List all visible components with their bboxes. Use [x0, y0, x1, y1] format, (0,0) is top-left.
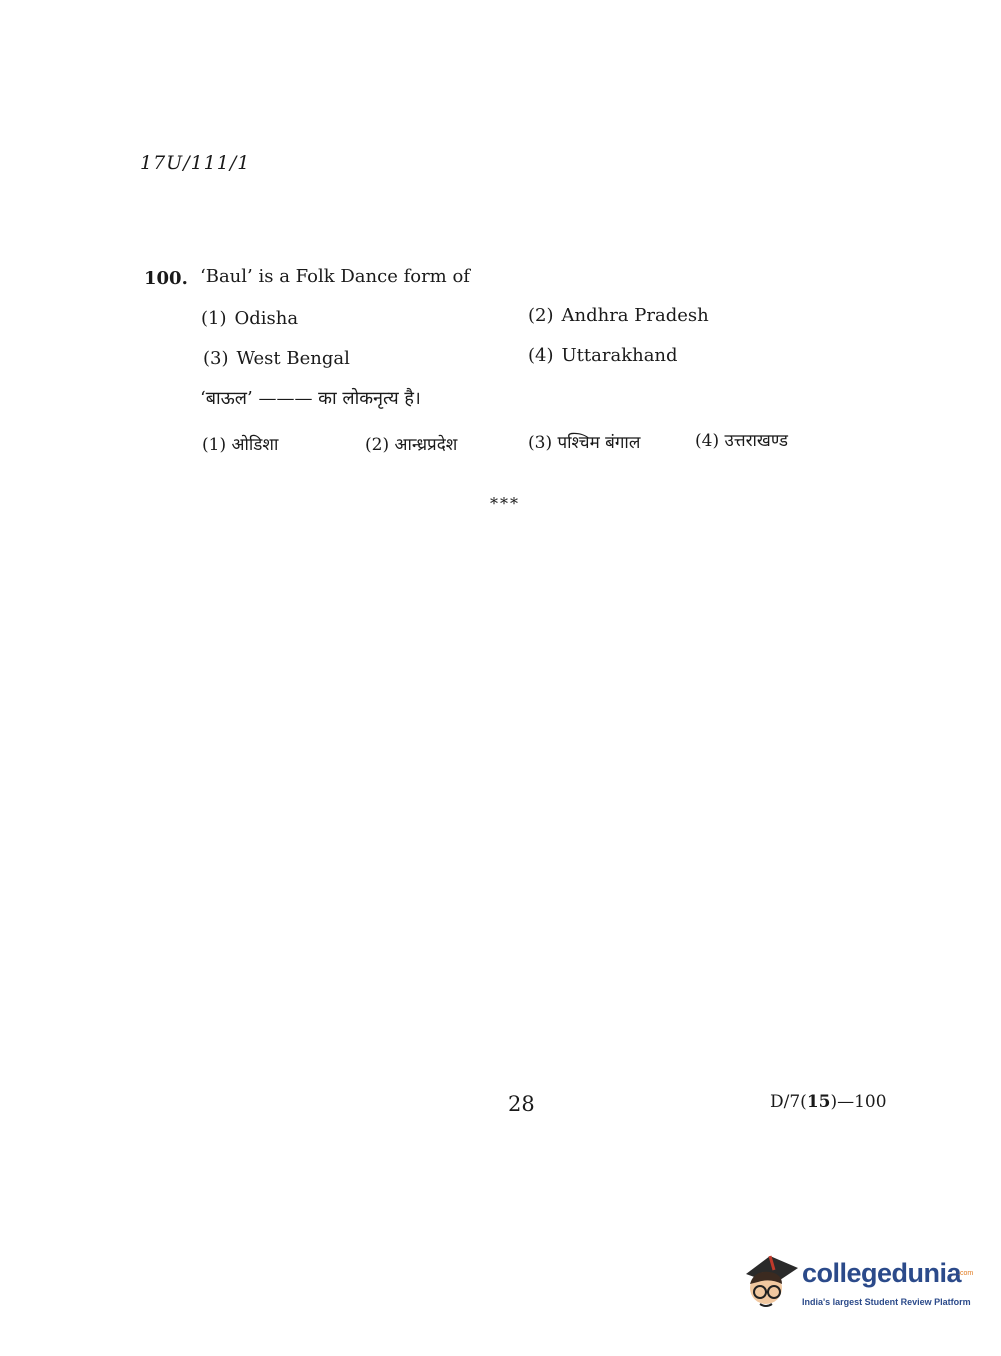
- option-2: [528, 305, 709, 326]
- option-text: पश्चिम बंगाल: [557, 433, 641, 453]
- option-number: (3): [528, 433, 553, 453]
- option-4: [528, 345, 678, 366]
- logo-tagline: India's largest Student Review Platform: [802, 1297, 971, 1307]
- print-code-prefix: D/7(: [770, 1092, 807, 1112]
- option-3: [203, 348, 350, 369]
- hindi-option-2: [365, 432, 457, 455]
- page-number: 28: [508, 1092, 535, 1116]
- option-text: Andhra Pradesh: [561, 305, 709, 326]
- paper-code: 17U/111/1: [140, 152, 251, 174]
- option-number: (1): [201, 308, 227, 329]
- hindi-option-3: [528, 430, 640, 453]
- option-number: (2): [365, 435, 390, 455]
- end-marker: ***: [490, 494, 520, 513]
- question-text: ‘Baul’ is a Folk Dance form of: [200, 266, 470, 287]
- option-number: (4): [528, 345, 554, 366]
- hindi-option-4: [695, 428, 788, 451]
- option-number: (3): [203, 348, 229, 369]
- option-number: (1): [202, 435, 227, 455]
- mascot-icon: [740, 1248, 802, 1318]
- option-text: उत्तराखण्ड: [724, 431, 788, 451]
- option-1: [201, 308, 298, 329]
- collegedunia-logo[interactable]: [740, 1248, 974, 1318]
- option-number: (2): [528, 305, 554, 326]
- option-text: आन्ध्रप्रदेश: [394, 435, 458, 455]
- print-code-bold: 15: [806, 1092, 831, 1112]
- logo-suffix: .com: [958, 1270, 974, 1277]
- question-number: 100.: [144, 268, 188, 289]
- hindi-question-text: ‘बाऊल’ ——— का लोकनृत्य है।: [200, 388, 421, 409]
- option-text: West Bengal: [236, 348, 350, 369]
- option-text: Uttarakhand: [561, 345, 678, 366]
- option-text: ओडिशा: [231, 435, 279, 455]
- logo-name: collegedunia: [802, 1258, 962, 1288]
- option-number: (4): [695, 431, 720, 451]
- option-text: Odisha: [234, 308, 299, 329]
- print-code: [770, 1092, 887, 1112]
- hindi-option-1: [202, 432, 278, 455]
- print-code-suffix: )—100: [830, 1092, 887, 1112]
